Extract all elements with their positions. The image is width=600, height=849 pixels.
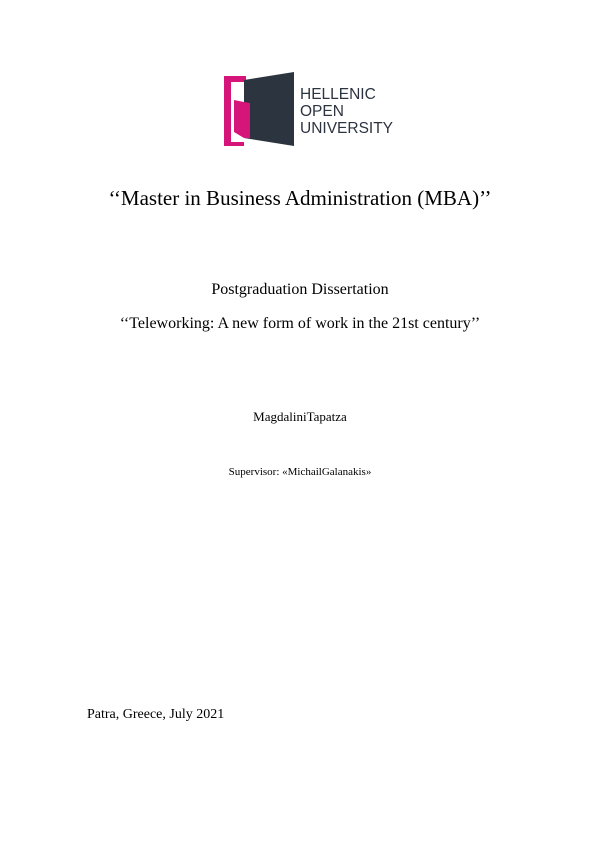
- logo-line-1: HELLENIC: [300, 86, 376, 103]
- program-title: ‘‘Master in Business Administration (MBA)’’: [108, 186, 492, 210]
- author-name: MagdaliniTapatza: [253, 409, 347, 424]
- document-type: Postgraduation Dissertation: [211, 281, 389, 298]
- dissertation-title: ‘‘Teleworking: A new form of work in the 21st century’’: [119, 315, 481, 332]
- university-logo: [224, 72, 400, 146]
- place-and-date: Patra, Greece, July 2021: [87, 707, 225, 722]
- supervisor-line: Supervisor: «MichailGalanakis»: [228, 466, 372, 478]
- logo-line-2: OPEN: [300, 103, 344, 120]
- logo-line-3: UNIVERSITY: [300, 120, 394, 137]
- university-logo-text: [300, 86, 393, 137]
- university-logo-mark: [224, 72, 294, 146]
